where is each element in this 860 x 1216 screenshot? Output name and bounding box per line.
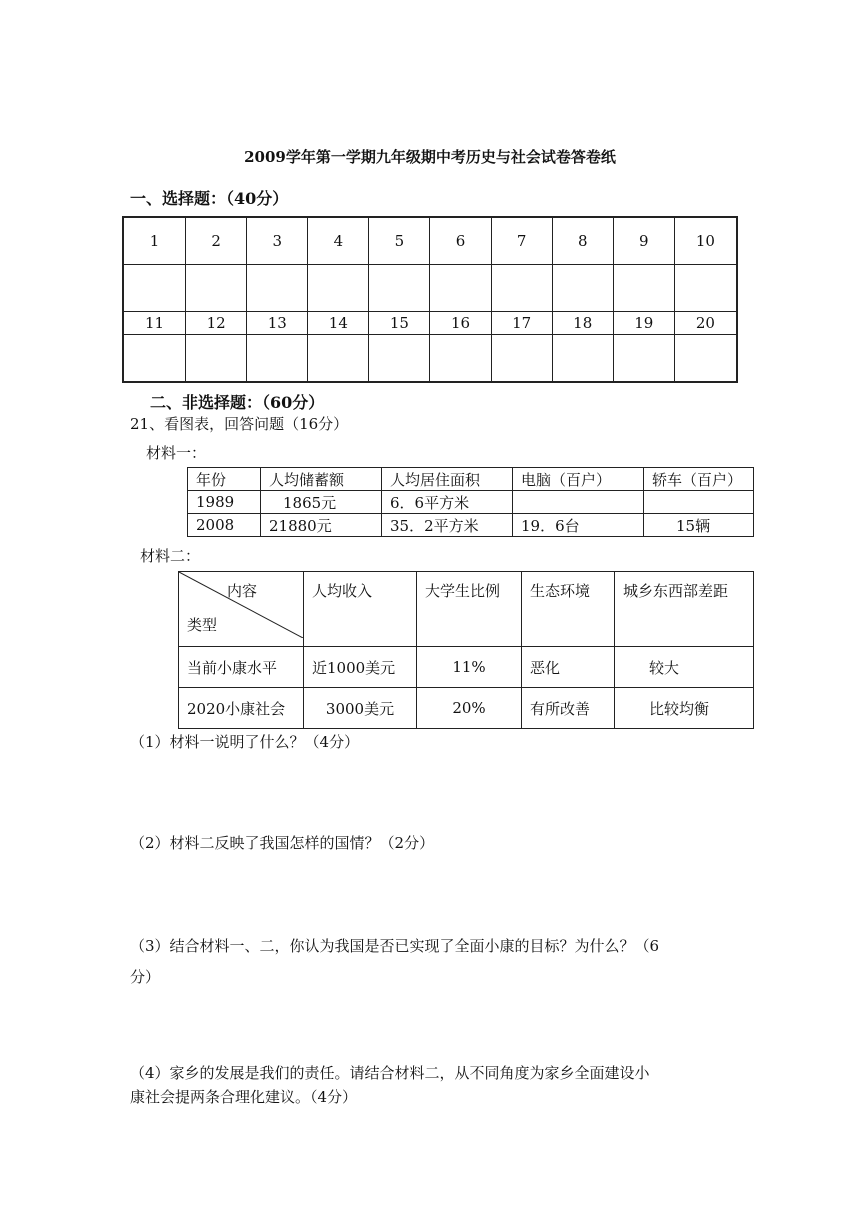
section-2-heading: 二、非选择题：（60分） bbox=[150, 393, 325, 412]
corner-top-label: 内容 bbox=[227, 582, 258, 600]
grid-number: 6 bbox=[430, 217, 491, 265]
table-cell: 较大 bbox=[615, 647, 754, 688]
answer-cell[interactable] bbox=[491, 265, 552, 312]
grid-number: 2 bbox=[186, 217, 247, 265]
table-cell: 1989 bbox=[188, 491, 261, 514]
answer-grid bbox=[122, 216, 738, 383]
answer-cell[interactable] bbox=[247, 265, 308, 312]
grid-number: 17 bbox=[491, 312, 552, 335]
answer-cell[interactable] bbox=[308, 265, 369, 312]
answer-cell[interactable] bbox=[613, 265, 674, 312]
question-2: （2）材料二反映了我国怎样的国情？（2分） bbox=[130, 834, 435, 852]
diagonal-header-cell bbox=[179, 572, 304, 647]
table-cell bbox=[644, 491, 754, 514]
grid-number-row-1 bbox=[123, 217, 737, 265]
table-cell: 1865元 bbox=[261, 491, 382, 514]
grid-number: 9 bbox=[613, 217, 674, 265]
answer-cell[interactable] bbox=[430, 335, 491, 383]
answer-cell[interactable] bbox=[674, 265, 737, 312]
table-row bbox=[188, 491, 754, 514]
grid-number: 7 bbox=[491, 217, 552, 265]
grid-number: 20 bbox=[674, 312, 737, 335]
question-3-line-1: （3）结合材料一、二，你认为我国是否已实现了全面小康的目标？为什么？（6 bbox=[130, 937, 660, 955]
column-header: 人均收入 bbox=[304, 572, 417, 647]
answer-cell[interactable] bbox=[430, 265, 491, 312]
table-cell: 2008 bbox=[188, 514, 261, 537]
material-1-table bbox=[187, 467, 754, 537]
page-title: 2009学年第一学期九年级期中考历史与社会试卷答卷纸 bbox=[244, 148, 616, 166]
question-1: （1）材料一说明了什么？（4分） bbox=[130, 733, 360, 751]
grid-number: 16 bbox=[430, 312, 491, 335]
grid-number: 1 bbox=[123, 217, 186, 265]
table-cell: 近1000美元 bbox=[304, 647, 417, 688]
grid-number: 11 bbox=[123, 312, 186, 335]
table-cell: 11% bbox=[417, 647, 522, 688]
column-header: 人均居住面积 bbox=[382, 468, 513, 491]
column-header: 人均储蓄额 bbox=[261, 468, 382, 491]
grid-number: 12 bbox=[186, 312, 247, 335]
grid-number: 13 bbox=[247, 312, 308, 335]
table-header-row bbox=[188, 468, 754, 491]
answer-cell[interactable] bbox=[369, 265, 430, 312]
grid-number: 5 bbox=[369, 217, 430, 265]
grid-number: 4 bbox=[308, 217, 369, 265]
row-label: 2020小康社会 bbox=[179, 688, 304, 729]
grid-number: 10 bbox=[674, 217, 737, 265]
answer-cell[interactable] bbox=[674, 335, 737, 383]
table-header-row bbox=[179, 572, 754, 647]
grid-number-row-2 bbox=[123, 312, 737, 335]
question-4-line-1: （4）家乡的发展是我们的责任。请结合材料二，从不同角度为家乡全面建设小 bbox=[130, 1064, 650, 1082]
question-21-heading: 21、看图表，回答问题（16分） bbox=[130, 415, 349, 433]
grid-answer-row-2 bbox=[123, 335, 737, 383]
answer-cell[interactable] bbox=[186, 335, 247, 383]
corner-bottom-label: 类型 bbox=[187, 616, 218, 634]
question-3-line-2: 分） bbox=[130, 968, 161, 986]
answer-cell[interactable] bbox=[552, 335, 613, 383]
grid-number: 8 bbox=[552, 217, 613, 265]
column-header: 大学生比例 bbox=[417, 572, 522, 647]
answer-cell[interactable] bbox=[613, 335, 674, 383]
material-1-label: 材料一： bbox=[146, 444, 207, 462]
answer-cell[interactable] bbox=[123, 335, 186, 383]
table-cell: 恶化 bbox=[522, 647, 615, 688]
section-1-heading: 一、选择题：（40分） bbox=[130, 189, 289, 208]
row-label: 当前小康水平 bbox=[179, 647, 304, 688]
table-cell: 有所改善 bbox=[522, 688, 615, 729]
table-cell: 比较均衡 bbox=[615, 688, 754, 729]
table-row bbox=[188, 514, 754, 537]
material-2-label: 材料二： bbox=[140, 547, 201, 565]
column-header: 城乡东西部差距 bbox=[615, 572, 754, 647]
column-header: 生态环境 bbox=[522, 572, 615, 647]
table-cell: 20% bbox=[417, 688, 522, 729]
table-cell: 15辆 bbox=[644, 514, 754, 537]
grid-number: 19 bbox=[613, 312, 674, 335]
column-header: 年份 bbox=[188, 468, 261, 491]
grid-number: 18 bbox=[552, 312, 613, 335]
table-cell: 21880元 bbox=[261, 514, 382, 537]
answer-cell[interactable] bbox=[369, 335, 430, 383]
grid-number: 14 bbox=[308, 312, 369, 335]
column-header: 电脑（百户） bbox=[513, 468, 644, 491]
column-header: 轿车（百户） bbox=[644, 468, 754, 491]
table-cell: 19．6台 bbox=[513, 514, 644, 537]
material-2-table bbox=[178, 571, 754, 729]
table-cell: 3000美元 bbox=[304, 688, 417, 729]
answer-cell[interactable] bbox=[552, 265, 613, 312]
grid-number: 15 bbox=[369, 312, 430, 335]
table-row bbox=[179, 647, 754, 688]
grid-number: 3 bbox=[247, 217, 308, 265]
answer-cell[interactable] bbox=[491, 335, 552, 383]
grid-answer-row-1 bbox=[123, 265, 737, 312]
answer-cell[interactable] bbox=[247, 335, 308, 383]
answer-cell[interactable] bbox=[123, 265, 186, 312]
table-row bbox=[179, 688, 754, 729]
table-cell bbox=[513, 491, 644, 514]
table-cell: 6．6平方米 bbox=[382, 491, 513, 514]
answer-cell[interactable] bbox=[186, 265, 247, 312]
answer-cell[interactable] bbox=[308, 335, 369, 383]
question-4-line-2: 康社会提两条合理化建议。（4分） bbox=[130, 1088, 358, 1106]
table-cell: 35．2平方米 bbox=[382, 514, 513, 537]
